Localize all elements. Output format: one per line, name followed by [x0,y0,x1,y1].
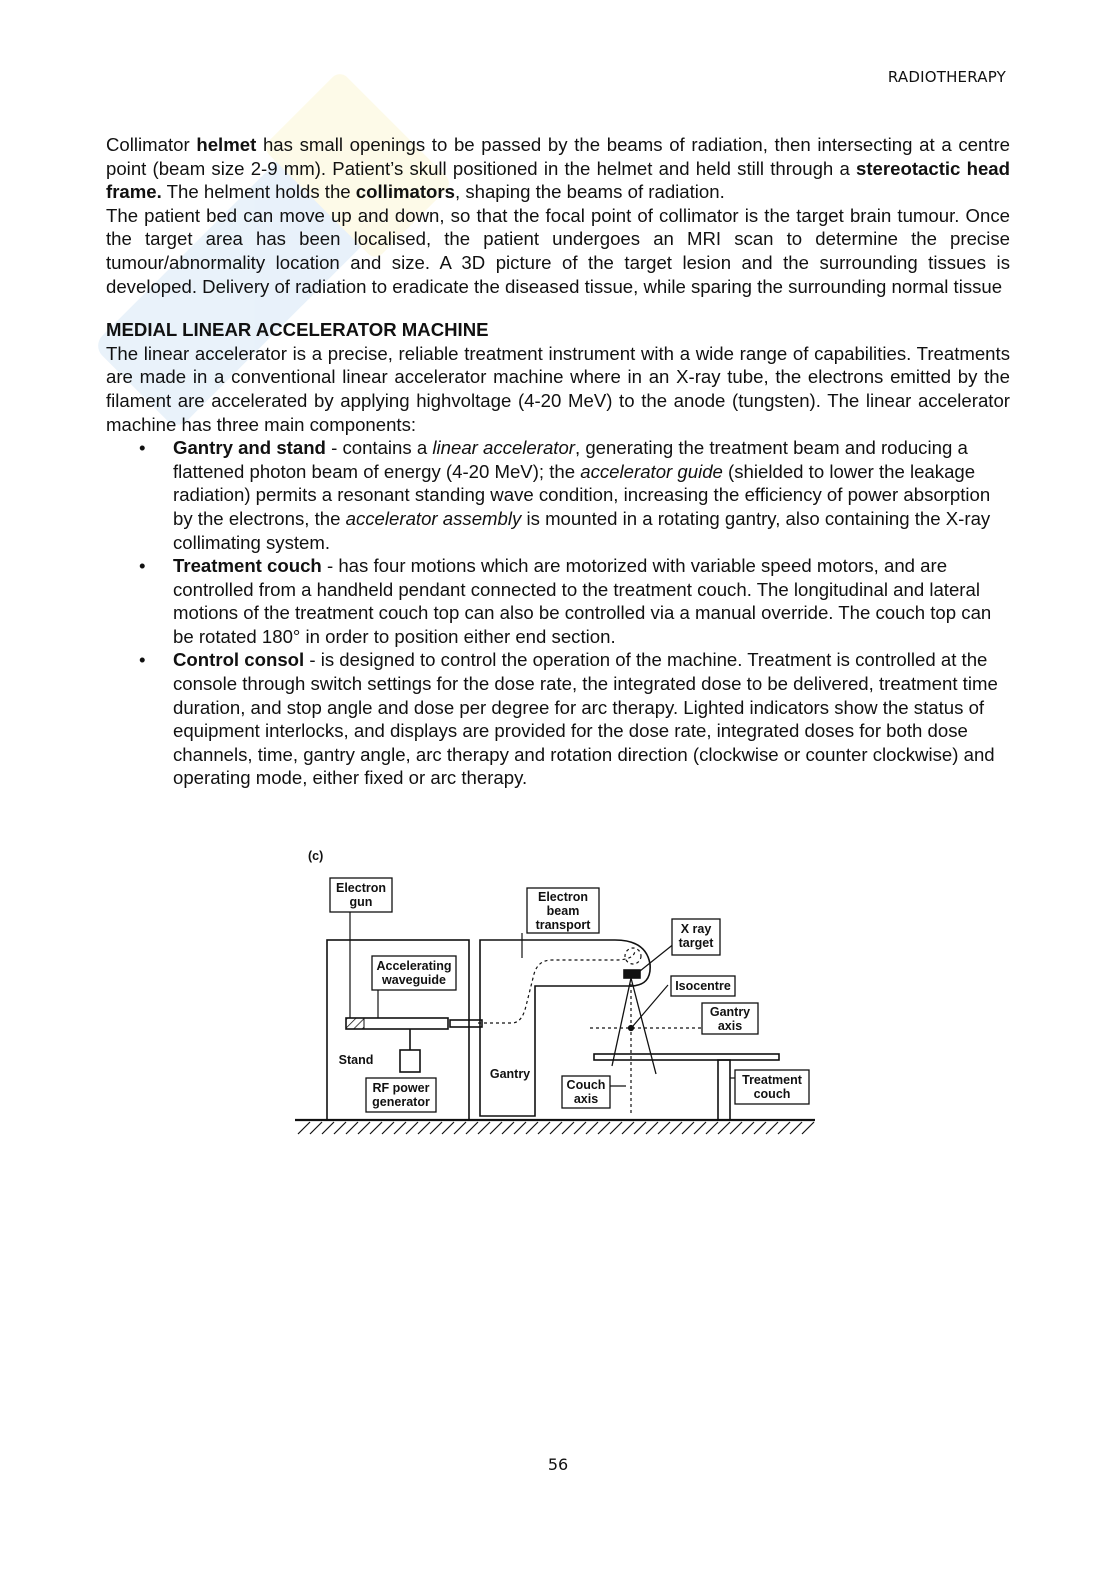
label-beam-transport-2: beam [546,904,580,918]
label-treatment-couch-2: couch [753,1087,791,1101]
page-number: 56 [547,1455,569,1474]
list-item-control-consol: • Control consol - is designed to control the operation of the machine. Treatment is controlled at the console through switch settings for the dose rate, the integrated dose to be delivered, treatment time duration, and stop angle and dose per degree for arc therapy. Lighted indicators show the status of equipment interlocks, and displays are provided for the dose rate, integrated doses for both dose channels, time, gantry angle, arc therapy and rotation direction (clockwise or counter clockwise) and operating mode, either fixed or arc therapy. [139,649,998,789]
label-waveguide-2: waveguide [382,973,446,987]
label-rf-power-2: generator [372,1095,430,1109]
label-couch-axis-1: Couch [566,1078,606,1092]
label-xray-target-2: target [678,936,714,950]
section-intro: The linear accelerator is a precise, reliable treatment instrument with a wide range of capabilities. Treatments are made in a conventional linear accelerator machine where in an X-ray tube, the electrons emitted by the filament are accelerated by applying highvoltage (4-20 MeV) to the anode (tungsten). The linear accelerator machine has three main components: [106,342,1010,435]
label-gantry: Gantry [489,1067,531,1081]
label-couch-axis-2: axis [573,1092,599,1106]
label-stand: Stand [338,1053,374,1067]
label-waveguide-1: Accelerating [376,959,452,973]
page-content [106,133,1010,790]
label-electron-gun-2: gun [349,895,373,909]
label-gantry-axis-1: Gantry [709,1005,751,1019]
label-isocentre: Isocentre [675,979,731,993]
label-rf-power-1: RF power [372,1081,430,1095]
label-xray-target-1: X ray [680,922,712,936]
label-treatment-couch-1: Treatment [742,1073,802,1087]
intro-paragraph-1: Collimator helmet has small openings to be passed by the beams of radiation, then intersecting at a centre point (beam size 2-9 mm). Patient’s skull positioned in the helmet and held still through a stereotactic head frame. The helment holds the collimators, shaping the beams of radiation. [106,134,1010,203]
label-electron-gun-1: Electron [335,881,387,895]
bullet-icon: • [139,437,146,459]
page-header: RADIOTHERAPY [887,68,1006,86]
figure-panel-label: (c) [308,849,324,863]
bullet-icon: • [139,555,146,577]
list-item-gantry-stand: • Gantry and stand - contains a linear accelerator, generating the treatment beam and roducing a flattened photon beam of energy (4-20 MeV); the accelerator guide (shielded to lower the leakage radiation) permits a resonant standing wave condition, increasing the efficiency of power absorption by the electrons, the accelerator assembly is mounted in a rotating gantry, also containing the X-ray collimating system. [139,437,991,553]
intro-paragraph-2: The patient bed can move up and down, so that the focal point of collimator is the target brain tumour. Once the target area has been localised, the patient undergoes an MRI scan to determine the precise tumour/abnormality location and size. A 3D picture of the target lesion and the surrounding tissues is developed. Delivery of radiation to eradicate the diseased tissue, while sparing the surrounding normal tissue [106,204,1010,297]
section-heading: MEDIAL LINEAR ACCELERATOR MACHINE [106,319,489,341]
components-list [106,436,1010,790]
label-beam-transport-1: Electron [537,890,589,904]
linac-diagram [290,846,820,1146]
label-gantry-axis-2: axis [717,1019,743,1033]
label-beam-transport-3: transport [535,918,591,932]
floor-hatch [298,1122,814,1134]
bullet-icon: • [139,649,146,671]
list-item-treatment-couch: • Treatment couch - has four motions which are motorized with variable speed motors, and are controlled from a handheld pendant connected to the treatment couch. The longitudinal and lateral motions of the treatment couch top can also be controlled via a manual override. The couch top can be rotated 180° in order to position either end section. [139,555,992,647]
